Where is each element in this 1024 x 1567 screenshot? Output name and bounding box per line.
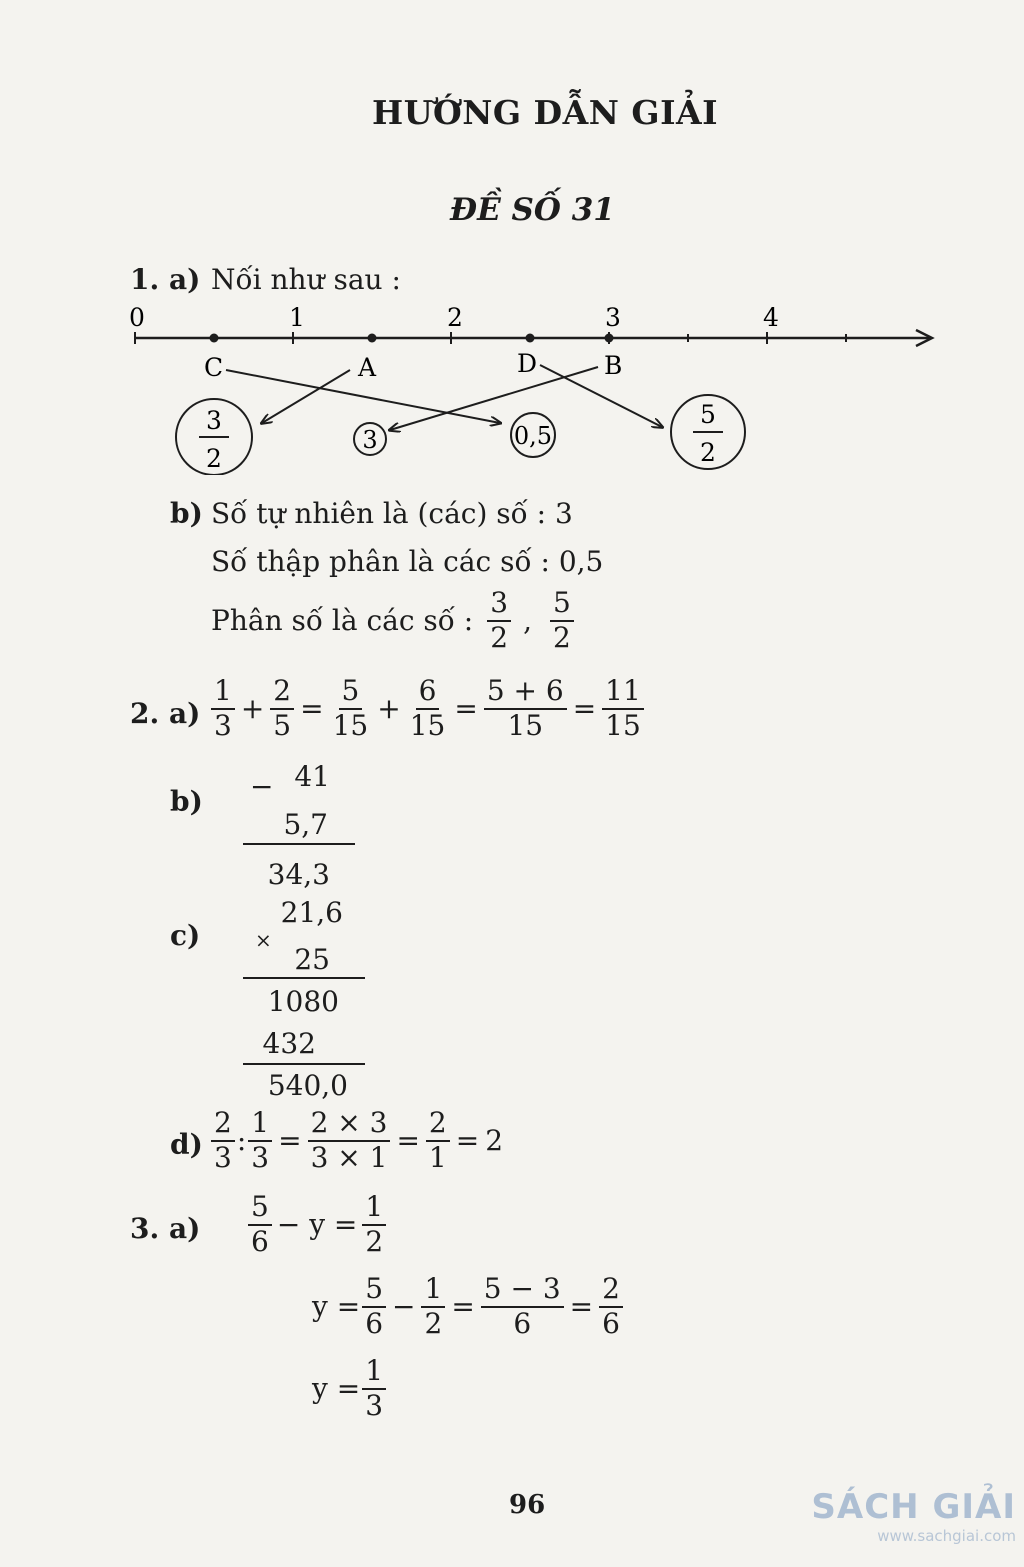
operator: − (392, 1290, 416, 1324)
multiplication-result: 540,0 (267, 1069, 348, 1102)
fraction: $\frac{5}{15}$ (332, 674, 369, 742)
point-label-c: C (204, 353, 224, 382)
subtraction-result: 34,3 (267, 858, 330, 891)
partial-product-1: 1080 (267, 985, 339, 1018)
fraction: $\frac{11}{15}$ (602, 676, 644, 742)
tick-label-3: 3 (605, 303, 621, 332)
svg-text:0,5: 0,5 (513, 422, 553, 450)
q2b-label: b) (170, 785, 203, 818)
watermark-logo (811, 1487, 1016, 1545)
fraction: $\frac{6}{15}$ (409, 674, 446, 742)
q2c-label: c) (170, 919, 201, 952)
multiplication-bottom: 25 (294, 943, 330, 976)
q2d-expression (211, 1108, 503, 1174)
watermark-brand: SÁCH GIẢI (811, 1487, 1016, 1527)
svg-text:3: 3 (206, 406, 222, 435)
bubble-zero-five (511, 413, 555, 457)
svg-text:2: 2 (206, 444, 222, 473)
separator: , (523, 604, 532, 638)
fraction: $\frac{5}{6}$ (248, 1192, 272, 1258)
tick-label-0: 0 (129, 303, 145, 332)
fraction: $\frac{2}{1}$ (426, 1108, 450, 1174)
q1b-label: b) (170, 497, 203, 530)
q1a-label: 1. a) (130, 263, 201, 296)
tick-label-4: 4 (763, 303, 779, 332)
multiplication-rule-1 (243, 977, 365, 979)
arrow-b-to-3 (390, 367, 598, 430)
svg-text:5: 5 (700, 400, 716, 429)
fraction: $\frac{1}{3}$ (248, 1108, 272, 1174)
fraction: $\frac{1}{3}$ (362, 1356, 386, 1422)
bubble-five-halves (671, 395, 745, 469)
q1b-natural: Số tự nhiên là (các) số : 3 (211, 497, 573, 530)
fraction: $\frac{5 - 3}{6}$ (481, 1274, 564, 1340)
fraction: $\frac{5}{2}$ (550, 588, 574, 654)
point-label-d: D (517, 349, 538, 378)
fraction: $\frac{3}{2}$ (487, 588, 511, 654)
subtraction-bottom: 5,7 (283, 808, 328, 841)
operator: : (236, 1124, 247, 1158)
q1a-intro: Nối như sau : (211, 263, 401, 296)
arrow-d-to-5-2 (540, 365, 662, 427)
operator: = (454, 692, 478, 726)
subtraction-top: 41 (294, 760, 330, 793)
point-label-b: B (604, 351, 623, 380)
q2d-label: d) (170, 1128, 203, 1161)
operator: = (569, 1290, 594, 1324)
times-sign: × (255, 928, 272, 952)
minus-sign: − (250, 770, 274, 803)
point-b (605, 334, 614, 343)
svg-text:3: 3 (362, 426, 378, 454)
fraction: $\frac{2}{6}$ (599, 1274, 623, 1340)
arrow-a-to-3-2 (262, 370, 350, 423)
operator: = (455, 1124, 480, 1158)
q3a-label: 3. a) (130, 1212, 201, 1245)
subtraction-rule (243, 843, 355, 845)
equation-middle: − y = (276, 1208, 358, 1242)
lhs: y = (312, 1372, 361, 1406)
q2a-expression (211, 676, 644, 742)
multiplication-top: 21,6 (280, 896, 343, 929)
bubble-three-halves (176, 399, 252, 475)
operator: = (396, 1124, 420, 1158)
q3a-line-2 (312, 1274, 623, 1340)
point-label-a: A (358, 353, 377, 382)
watermark-url: www.sachgiai.com (877, 1527, 1016, 1545)
q3a-line-3 (312, 1356, 386, 1422)
exam-title: ĐỀ SỐ 31 (450, 192, 615, 228)
operator: + (240, 692, 265, 726)
operator: = (300, 692, 324, 726)
fraction: $\frac{2 \times 3}{3 \times 1}$ (308, 1108, 391, 1174)
bubble-three (354, 423, 386, 455)
page-title: HƯỚNG DẪN GIẢI (372, 93, 719, 132)
fraction: $\frac{2}{5}$ (270, 676, 294, 742)
fraction: $\frac{5}{6}$ (362, 1274, 386, 1340)
q3a-line-1 (248, 1192, 386, 1258)
number-line-diagram (0, 295, 1024, 475)
multiplication-rule-2 (243, 1063, 365, 1065)
page-number: 96 (509, 1490, 546, 1520)
partial-product-2: 432 (262, 1027, 316, 1060)
q1b-decimal: Số thập phân là các số : 0,5 (211, 545, 604, 578)
operator: = (451, 1290, 475, 1324)
operator: = (572, 692, 597, 726)
tick-label-2: 2 (447, 303, 463, 332)
point-d (526, 334, 535, 343)
fraction: $\frac{1}{2}$ (362, 1192, 386, 1258)
point-a (368, 334, 377, 343)
q1b-fraction-text: Phân số là các số : (211, 604, 474, 638)
svg-text:2: 2 (700, 438, 716, 467)
result: 2 (485, 1124, 504, 1158)
fraction: $\frac{1}{2}$ (421, 1274, 445, 1340)
fraction: $\frac{1}{3}$ (211, 676, 235, 742)
q1b-fraction-line (211, 588, 574, 654)
operator: + (377, 692, 401, 726)
tick-label-1: 1 (289, 303, 305, 332)
q2a-label: 2. a) (130, 697, 201, 730)
point-c (210, 334, 219, 343)
lhs: y = (312, 1290, 361, 1324)
fraction: $\frac{5 + 6}{15}$ (484, 676, 567, 742)
fraction: $\frac{2}{3}$ (211, 1108, 235, 1174)
operator: = (278, 1124, 302, 1158)
